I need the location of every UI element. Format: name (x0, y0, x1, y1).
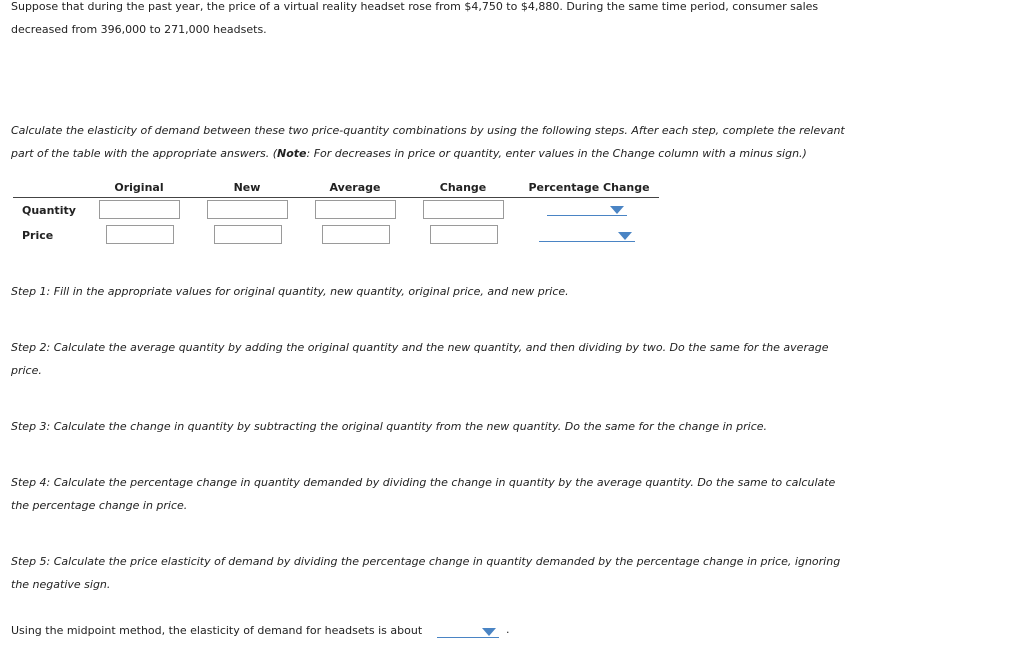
quantity-percentage-change-dropdown[interactable] (547, 203, 627, 216)
table-header-rule (13, 197, 659, 198)
header-percentage-change: Percentage Change (528, 181, 650, 194)
step-4-line-2: the percentage change in price. (11, 498, 188, 512)
quantity-original-input[interactable] (99, 200, 180, 219)
intro-line-1: Suppose that during the past year, the price of a virtual reality headset rose from $4,750 to $4,880. During the same time period, consumer sales (11, 0, 819, 13)
header-change: Change (439, 181, 487, 194)
instructions-line-2-suffix: : For decreases in price or quantity, enter values in the Change column with a minus sign.) (306, 146, 807, 160)
step-5-line-1: Step 5: Calculate the price elasticity of demand by dividing the percentage change in quantity demanded by the percentage change in price, ignoring (11, 555, 841, 568)
instructions-line-1: Calculate the elasticity of demand between these two price-quantity combinations by using the following steps. After each step, complete the relevant (11, 124, 845, 137)
conclusion-period: . (506, 623, 510, 636)
price-percentage-change-dropdown[interactable] (539, 229, 635, 242)
header-new: New (233, 181, 261, 194)
elasticity-answer-dropdown[interactable] (437, 625, 499, 638)
step-4 (11, 472, 881, 517)
intro-line-2: decreased from 396,000 to 271,000 headsets. (11, 22, 267, 36)
quantity-average-input[interactable] (315, 200, 396, 219)
step-2-line-1: Step 2: Calculate the average quantity by adding the original quantity and the new quantity, and then dividing by two. Do the same for the average (11, 341, 829, 354)
step-3 (11, 416, 881, 439)
instructions-line-2-prefix: part of the table with the appropriate answers. ( (11, 146, 278, 160)
price-original-input[interactable] (106, 225, 174, 244)
note-label: Note (277, 146, 307, 160)
step-3-text: Step 3: Calculate the change in quantity by subtracting the original quantity from the new quantity. Do the same for the change in price. (11, 420, 768, 433)
intro-text (11, 0, 881, 41)
chevron-down-icon (610, 206, 624, 214)
header-original: Original (114, 181, 164, 194)
step-5 (11, 551, 881, 596)
quantity-new-input[interactable] (207, 200, 288, 219)
price-new-input[interactable] (214, 225, 282, 244)
header-average: Average (329, 181, 381, 194)
price-average-input[interactable] (322, 225, 390, 244)
step-5-line-2: the negative sign. (11, 577, 111, 591)
conclusion-text: Using the midpoint method, the elasticity of demand for headsets is about (11, 624, 423, 637)
instructions-text (11, 120, 881, 165)
row-label-quantity: Quantity (22, 204, 76, 217)
step-1-text: Step 1: Fill in the appropriate values for original quantity, new quantity, original price, and new price. (11, 285, 569, 298)
row-label-price: Price (22, 229, 54, 242)
step-4-line-1: Step 4: Calculate the percentage change in quantity demanded by dividing the change in quantity by the average quantity. Do the same to calculate (11, 476, 836, 489)
chevron-down-icon (482, 628, 496, 636)
chevron-down-icon (618, 232, 632, 240)
price-change-input[interactable] (430, 225, 498, 244)
step-2 (11, 337, 881, 382)
step-1 (11, 281, 881, 304)
step-2-line-2: price. (11, 363, 42, 377)
quantity-change-input[interactable] (423, 200, 504, 219)
